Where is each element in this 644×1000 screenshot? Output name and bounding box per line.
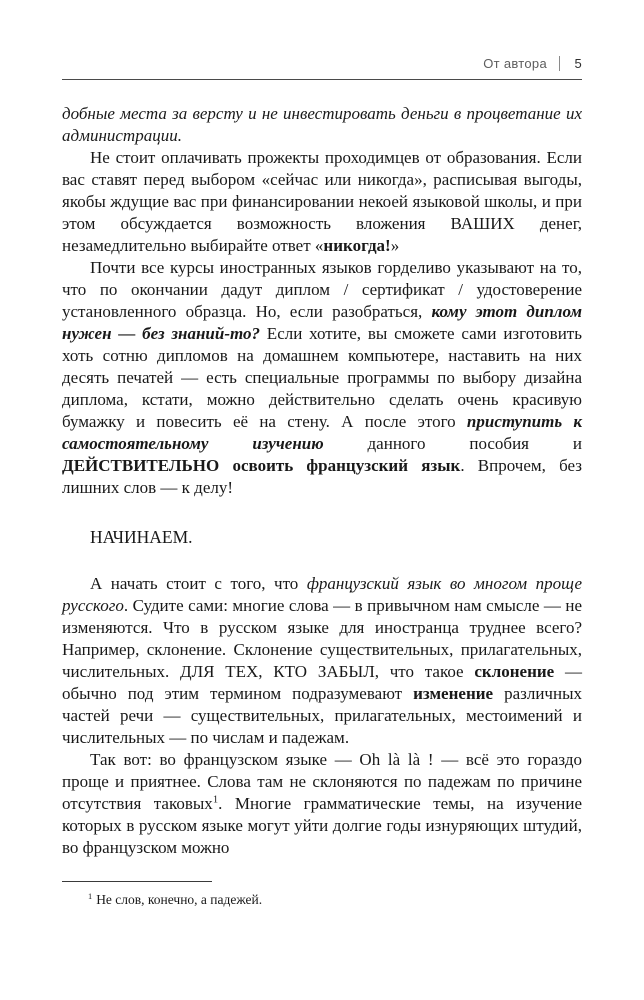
- header-separator: [559, 56, 560, 71]
- footnote-marker: 1: [88, 891, 93, 901]
- footnote: [62, 881, 582, 909]
- paragraph: А начать стоит с того, что французский язык во многом проще русского. Судите сами: многие слова — в привычном нам смысле — не изменяются. Что в русском языке для иностранца труднее всего? Например, склонение. Склонение существительных, прилагательных, числительных. ДЛЯ ТЕХ, КТО ЗАБЫЛ, что такое склонение — обычно под этим термином подразумевают изменение различных частей речи — существительных, прилагательных, местоимений и числительных — по числам и падежам.: [62, 574, 582, 747]
- paragraph: Так вот: во французском языке — Oh là là ! — всё это гораздо проще и приятнее. Слова там не склоняются по падежам по причине отсутствия таковых$^1$. Многие грамматические темы, на изучение которых в русском языке могут уйти долгие годы изнуряющих штудий, во французском можно: [62, 750, 582, 857]
- page-number: 5: [574, 56, 582, 71]
- running-head: [62, 56, 582, 71]
- header-rule: [62, 79, 582, 80]
- footnote-text: $^1$ Не слов, конечно, а падежей.: [88, 891, 263, 907]
- footnote-rule: [62, 881, 212, 882]
- section-title: От автора: [483, 56, 547, 71]
- paragraph: Почти все курсы иностранных языков горделиво указывают на то, что по окончании дадут диплом / сертификат / удостоверение установленного образца. Но, если разобраться, кому этот диплом нужен — без знаний-то? Если хотите, вы сможете сами изготовить хоть сотню дипломов на домашнем компьютере, наставить на них десять печатей — есть специальные программы по выбору дизайна диплома, кстати, можно действительно сделать очень красивую бумажку и повесить её на стену. А после этого приступить к самостоятельному изучению данного пособия и ДЕЙСТВИТЕЛЬНО освоить французский язык. Впрочем, без лишних слов — к делу!: [62, 258, 583, 497]
- paragraph: добные места за версту и не инвестировать деньги в процветание их администрации.: [62, 104, 582, 145]
- section-heading: НАЧИНАЕМ.: [90, 527, 193, 547]
- paragraph: Не стоит оплачивать прожекты проходимцев от образования. Если вас ставят перед выбором «сейчас или никогда», расписывая выгоды, якобы ждущие вас при финансировании некоей языковой школы, и при этом обсуждается возможность вложения ВАШИХ денег, незамедлительно выбирайте ответ «никогда!»: [62, 148, 582, 255]
- body-text: [62, 103, 582, 859]
